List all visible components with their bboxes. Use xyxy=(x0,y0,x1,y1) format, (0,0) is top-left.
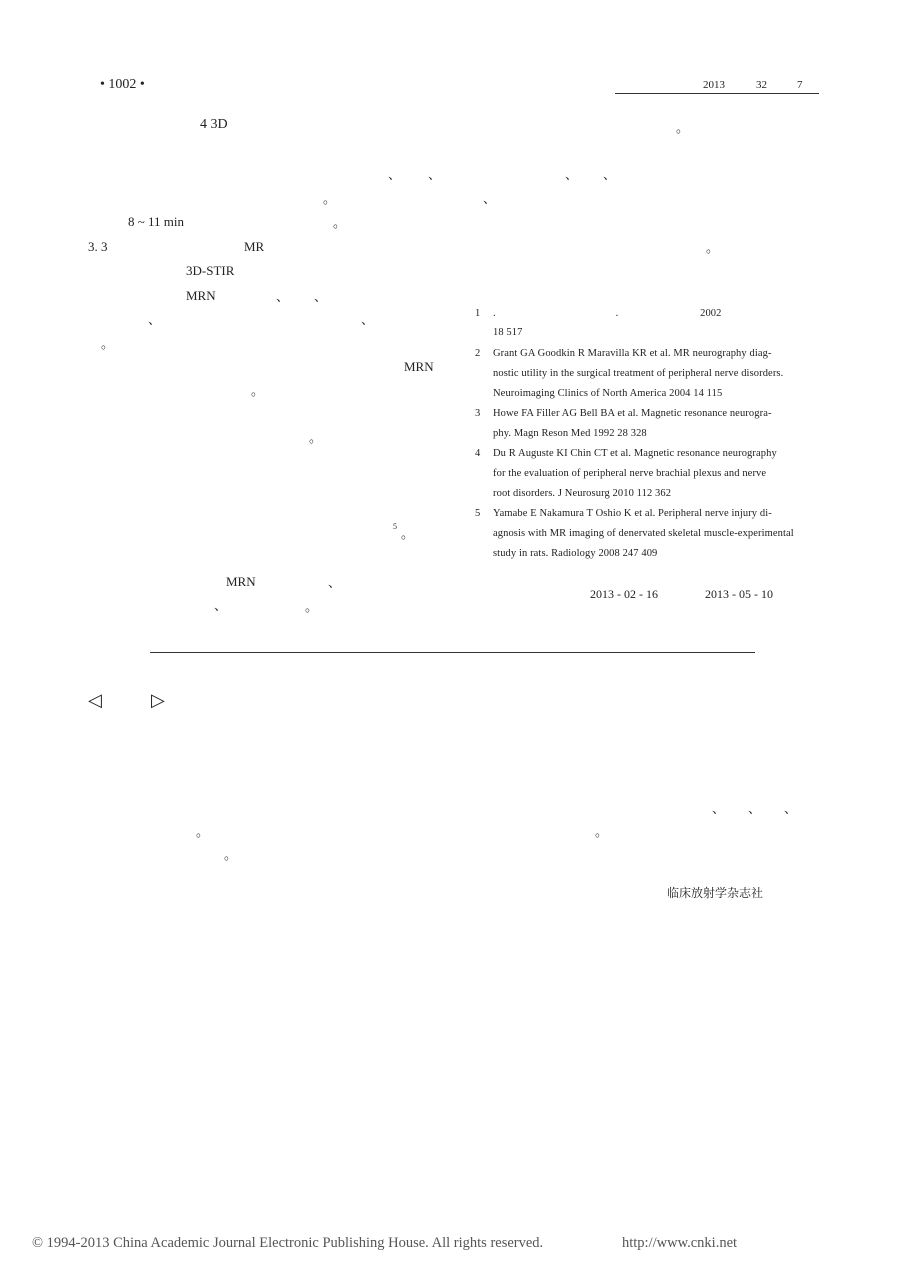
mrn-term: MRN xyxy=(226,574,256,589)
mrn-term: MRN xyxy=(186,288,216,303)
section-mr: MR xyxy=(244,239,265,254)
left-bracket-icon: ◁ xyxy=(88,690,102,711)
punct-period: 。 xyxy=(333,215,347,230)
punct-comma: 、 xyxy=(784,801,798,816)
punct-comma: 、 xyxy=(712,801,726,816)
citation-superscript: 5 xyxy=(393,522,397,531)
page-number: • 1002 • xyxy=(100,77,145,92)
section-divider xyxy=(150,652,755,653)
reference-text: Du R Auguste KI Chin CT et al. Magnetic resonance neurography xyxy=(493,448,777,459)
punct-period: 。 xyxy=(595,824,609,839)
reference-number: 4 xyxy=(475,448,481,459)
punct-period: 。 xyxy=(251,383,265,398)
punct-period: 。 xyxy=(706,240,720,255)
reference-text: study in rats. Radiology 2008 247 409 xyxy=(493,548,658,559)
punct-comma: 、 xyxy=(148,312,162,327)
header-year: 2013 xyxy=(703,79,725,91)
received-date: 2013 - 02 - 16 xyxy=(590,587,658,601)
reference-text: nostic utility in the surgical treatment of peripheral nerve disorders. xyxy=(493,368,784,379)
reference-number: 5 xyxy=(475,508,481,519)
scan-time: 8 ~ 11 min xyxy=(128,214,185,229)
reference-number: 3 xyxy=(475,408,481,419)
stir-term: 3D-STIR xyxy=(186,263,235,278)
section-number: 3. 3 xyxy=(88,239,108,254)
reference-text: root disorders. J Neurosurg 2010 112 362 xyxy=(493,488,672,499)
reference-text: Yamabe E Nakamura T Oshio K et al. Peripheral nerve injury di- xyxy=(493,508,772,519)
punct-comma: 、 xyxy=(388,167,402,182)
copyright-notice: © 1994-2013 China Academic Journal Electronic Publishing House. All rights reserved. xyxy=(32,1235,544,1251)
right-bracket-icon: ▷ xyxy=(151,690,165,711)
revised-date: 2013 - 05 - 10 xyxy=(705,587,773,601)
reference-text: agnosis with MR imaging of denervated skeletal muscle-experimental xyxy=(493,528,794,539)
punct-comma: 、 xyxy=(214,598,228,613)
punct-period: 。 xyxy=(676,120,690,135)
reference-text: . . 2002 xyxy=(493,308,722,319)
reference-text: Neuroimaging Clinics of North America 2004 14 115 xyxy=(493,388,723,399)
punct-period: 。 xyxy=(196,824,210,839)
footer-url[interactable]: http://www.cnki.net xyxy=(622,1235,738,1251)
header-volume: 32 xyxy=(756,79,767,91)
reference-text: phy. Magn Reson Med 1992 28 328 xyxy=(493,428,647,439)
punct-comma: 、 xyxy=(428,167,442,182)
punct-period: 。 xyxy=(323,191,337,206)
punct-comma: 、 xyxy=(565,167,579,182)
header-rule xyxy=(615,93,819,94)
punct-period: 。 xyxy=(224,847,238,862)
punct-comma: 、 xyxy=(328,575,342,590)
punct-period: 。 xyxy=(401,526,415,541)
publisher-name: 临床放射学杂志社 xyxy=(667,886,764,900)
punct-period: 。 xyxy=(305,599,319,614)
reference-text: Howe FA Filler AG Bell BA et al. Magnetic resonance neurogra- xyxy=(493,408,772,419)
reference-number: 2 xyxy=(475,348,481,359)
punct-period: 。 xyxy=(101,336,115,351)
mrn-term: MRN xyxy=(404,359,434,374)
punct-comma: 、 xyxy=(276,289,290,304)
reference-text: for the evaluation of peripheral nerve brachial plexus and nerve xyxy=(493,468,767,479)
punct-comma: 、 xyxy=(748,801,762,816)
punct-comma: 、 xyxy=(603,167,617,182)
punct-comma: 、 xyxy=(483,191,497,206)
punct-comma: 、 xyxy=(361,312,375,327)
reference-number: 1 xyxy=(475,308,481,319)
header-issue: 7 xyxy=(797,79,803,91)
figure-4-3d-caption: 4 3D xyxy=(200,117,228,132)
punct-period: 。 xyxy=(309,430,323,445)
punct-comma: 、 xyxy=(314,289,328,304)
reference-text: 18 517 xyxy=(493,327,523,338)
reference-text: Grant GA Goodkin R Maravilla KR et al. MR neurography diag- xyxy=(493,348,772,359)
